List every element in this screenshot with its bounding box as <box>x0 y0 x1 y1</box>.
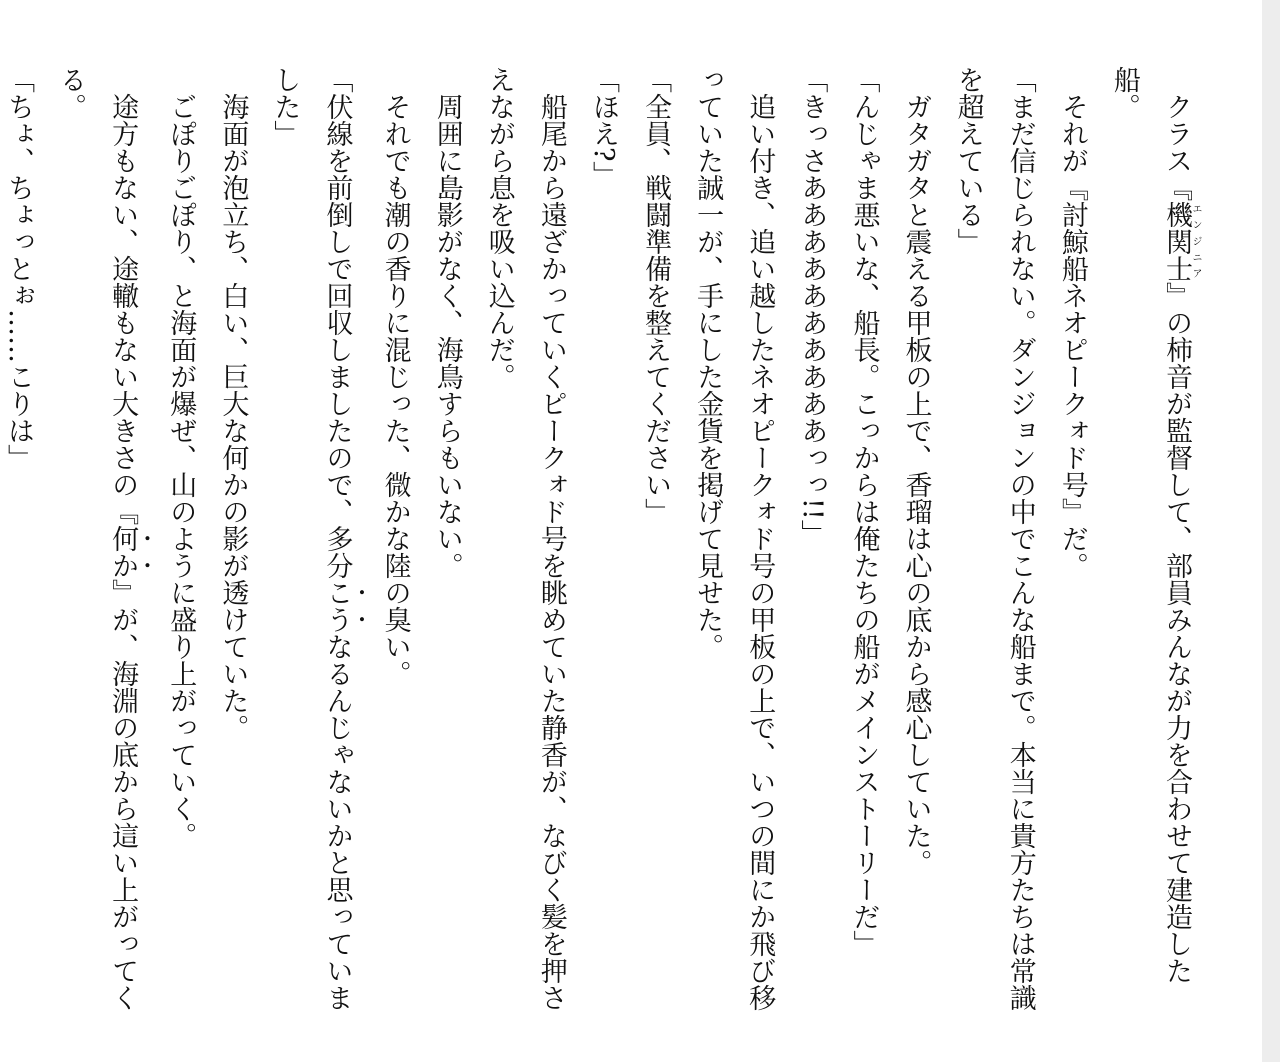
paragraph-1: クラス『機関士エンジニア』の柿音が監督して、部員みんなが力を合わせて建造した船。 <box>1108 66 1201 984</box>
paragraph-11: 周囲に島影がなく、海鳥すらもいない。 <box>431 93 463 579</box>
paragraph-13: 「伏線を前倒しで回収しましたので、多分こうなるんじゃないかと思っていました」 <box>269 66 353 1011</box>
paragraph-6: 「きっさああああああああああっっ!!」 <box>796 66 828 547</box>
paragraph-10: 船尾から遠ざかっていくピークォド号を眺めていた静香が、なびく髪を押さえながら息を吸い込んだ。 <box>483 66 567 1011</box>
paragraph-3: 「まだ信じられない。ダンジョンの中でこんな船まで。本当に貴方たちは常識を超えている」 <box>952 66 1036 1011</box>
page-edge <box>1262 0 1280 1062</box>
paragraph-17: 「ちょ、ちょっとぉ……こりは」 <box>2 66 34 471</box>
ruby-engineer: 機関士エンジニア <box>1161 201 1201 282</box>
paragraph-5: 「んじゃま悪いな、船長。こっからは俺たちの船がメインストーリーだ」 <box>848 66 880 957</box>
paragraph-9: 「ほえ?」 <box>587 66 619 189</box>
paragraph-15: ごぽりごぽり、と海面が爆ぜ、山のように盛り上がっていく。 <box>165 93 197 849</box>
paragraph-8: 「全員、戦闘準備を整えてください」 <box>640 66 672 525</box>
paragraph-16: 途方もない、途轍もない大きさの『何か』が、海淵の底から這い上がってくる。 <box>55 66 139 1011</box>
vertical-text-page <box>2 66 1202 1026</box>
paragraph-14: 海面が泡立ち、白い、巨大な何かの影が透けていた。 <box>217 93 249 741</box>
emphasis-kou: こう <box>321 579 353 633</box>
emphasis-nanika: 何か <box>107 525 139 579</box>
paragraph-12: それでも潮の香りに混じった、微かな陸の臭い。 <box>379 93 411 687</box>
paragraph-2: それが『討鯨船ネオピークォド号』だ。 <box>1056 93 1088 579</box>
paragraph-7: 追い付き、追い越したネオピークォド号の甲板の上で、いつの間にか飛び移っていた誠一が、手にした金貨を掲げて見せた。 <box>692 66 776 1011</box>
paragraph-4: ガタガタと震える甲板の上で、香瑠は心の底から感心していた。 <box>900 93 932 876</box>
